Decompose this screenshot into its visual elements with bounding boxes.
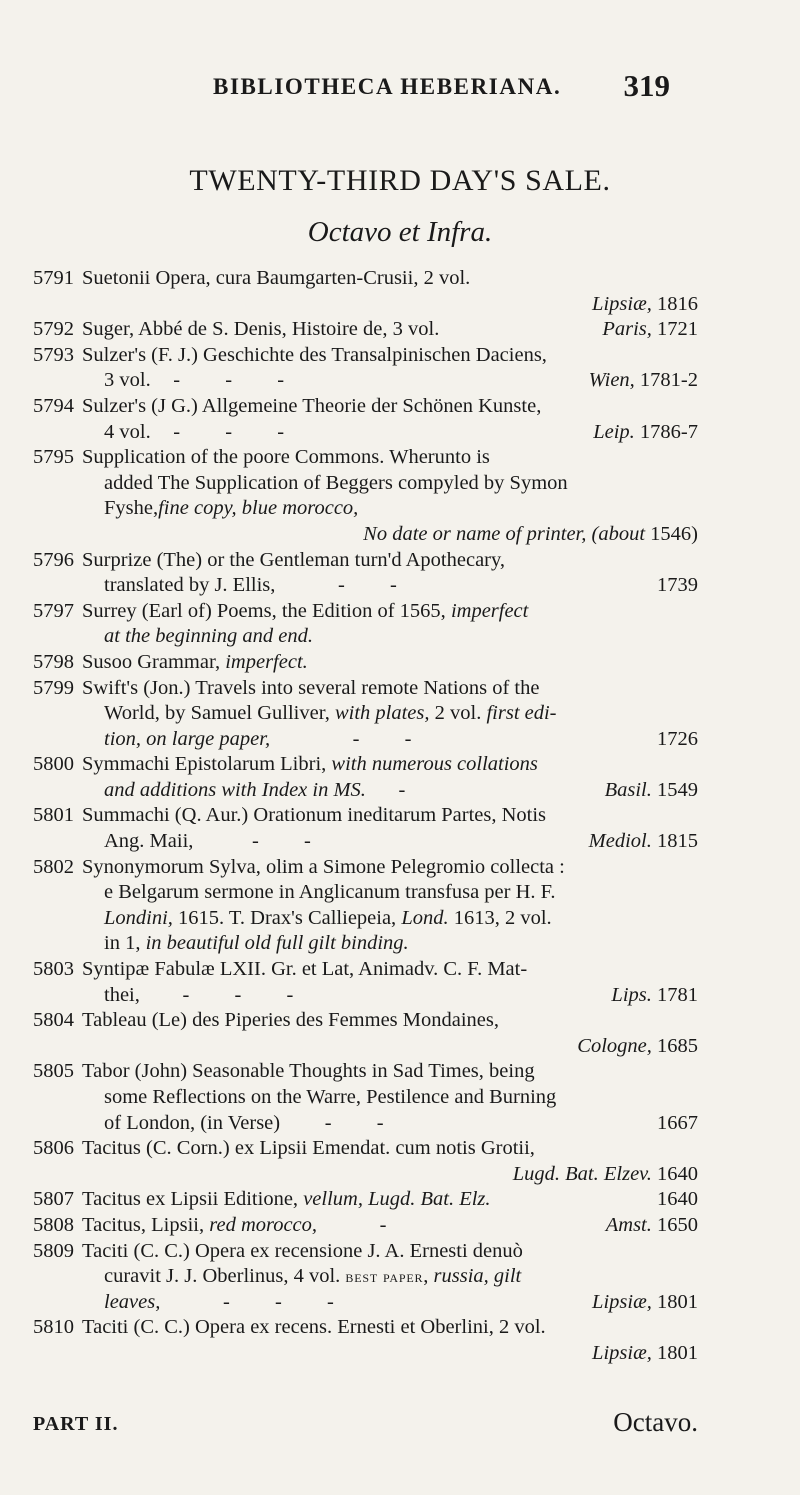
- lot-description: Tabor (John) Seasonable Thoughts in Sad Times, being: [82, 1060, 535, 1083]
- lot-entry: [0, 317, 800, 343]
- lot-description: Suger, Abbé de S. Denis, Histoire de, 3 vol.: [82, 318, 440, 341]
- lot-entry: [0, 1008, 800, 1059]
- lot-imprint: No date or name of printer, (about: [363, 522, 646, 545]
- lot-description: Tableau (Le) des Piperies des Femmes Mondaines,: [82, 1009, 499, 1032]
- lot-entry: [0, 650, 800, 676]
- lot-date: 1781: [651, 983, 698, 1006]
- lot-description: Sulzer's (J G.) Allgemeine Theorie der Schönen Kunste,: [82, 394, 542, 417]
- lot-condition: russia, gilt: [433, 1265, 522, 1288]
- lot-volumes: 3 vol.: [104, 369, 151, 392]
- lot-condition-cont: leaves,: [104, 1290, 161, 1313]
- lot-description: Suetonii Opera, cura Baumgarten-Crusii, 2 vol.: [82, 267, 471, 289]
- lot-number: 5799: [33, 676, 74, 699]
- lot-condition: with plates,: [334, 702, 430, 725]
- signature-mark: Octavo.: [613, 1407, 698, 1437]
- lot-description: Susoo Grammar,: [82, 650, 226, 673]
- lot-description: Taciti (C. C.) Opera ex recensione J. A. Ernesti denuò: [82, 1239, 523, 1262]
- lot-number: 5798: [33, 650, 74, 673]
- lot-number: 5808: [33, 1213, 74, 1236]
- sale-day-heading: TWENTY-THIRD DAY'S SALE.: [189, 164, 611, 197]
- lot-description-cont: Ang. Maii,: [104, 830, 194, 853]
- lot-imprint: Cologne,: [577, 1034, 652, 1057]
- lot-date: 1721: [651, 318, 698, 341]
- lot-condition: fine copy, blue morocco,: [158, 497, 359, 520]
- lot-entry: 5801 Summachi (Q. Aur.) Orationum ineditarum Partes, Notis Ang. Maii, - - Mediol. 1815: [33, 804, 698, 853]
- lot-imprint: Leip.: [593, 420, 635, 443]
- lot-imprint: Wien,: [588, 369, 635, 392]
- lot-imprint: Londini,: [104, 906, 173, 929]
- lot-entry: [0, 599, 800, 650]
- lot-entry: 5809 Taciti (C. C.) Opera ex recensione J. A. Ernesti denuò curavit J. J. Oberlinus, 4 vol. best paper, russia, gilt leaves, - - - Lipsiæ, 1801: [33, 1239, 698, 1313]
- lot-edition: first edi-: [486, 702, 557, 725]
- lot-imprint: Lugd. Bat. Elzev.: [512, 1162, 652, 1185]
- lot-volumes: 2 vol.: [429, 702, 487, 725]
- lot-description: Summachi (Q. Aur.) Orationum ineditarum Partes, Notis: [82, 804, 547, 827]
- lot-imprint: Lipsiæ,: [592, 1341, 652, 1364]
- lot-description: Surrey (Earl of) Poems, the Edition of 1565,: [82, 599, 451, 622]
- lot-separator: ,: [423, 1265, 434, 1288]
- lot-description-cont: 1615. T. Drax's Calliepeia,: [172, 906, 402, 929]
- lot-date: 1549: [651, 778, 698, 801]
- lot-imprint: Lond.: [401, 906, 449, 929]
- lot-entry: 5808 Tacitus, Lipsii, red morocco, - Amst. 1650: [0, 1213, 800, 1239]
- lot-entry: [0, 855, 800, 957]
- part-label: PART II.: [33, 1413, 119, 1435]
- lot-volumes: 4 vol.: [104, 420, 151, 443]
- running-head-title: BIBLIOTHECA HEBERIANA.: [213, 74, 562, 99]
- lot-description: Supplication of the poore Commons. Wherunto is: [82, 446, 490, 469]
- lot-entry: [0, 445, 800, 547]
- lot-number: 5801: [33, 804, 74, 827]
- lot-number: 5807: [33, 1188, 74, 1211]
- lot-number: 5794: [33, 394, 74, 417]
- lot-condition: vellum, Lugd. Bat. Elz.: [303, 1188, 491, 1211]
- lot-description: Taciti (C. C.) Opera ex recens. Ernesti et Oberlini, 2 vol.: [82, 1316, 546, 1339]
- lot-date: 1815: [651, 830, 698, 853]
- lot-date: 1667: [657, 1111, 698, 1134]
- lot-number: 5795: [33, 446, 74, 469]
- lot-imprint: Mediol.: [588, 830, 652, 853]
- lot-imprint: Lipsiæ,: [592, 1290, 652, 1313]
- lot-number: 5809: [33, 1239, 74, 1262]
- lot-number: 5802: [33, 855, 74, 878]
- lot-imprint: Paris,: [602, 318, 652, 341]
- lot-date: 1801: [651, 1341, 698, 1364]
- lot-condition: imperfect.: [225, 650, 308, 673]
- lot-number: 5793: [33, 343, 74, 366]
- lot-paper: best paper: [345, 1267, 424, 1287]
- lot-entry: [0, 1315, 800, 1366]
- lot-number: 5791: [33, 267, 74, 289]
- lot-date: 1781-2: [634, 369, 698, 392]
- lot-entry: [0, 1187, 800, 1213]
- lot-description-cont: thei,: [104, 983, 140, 1006]
- lot-description-cont: 1613, 2 vol.: [448, 906, 552, 929]
- lot-list: [0, 266, 800, 1367]
- running-head: [0, 68, 800, 114]
- lot-description-cont: of London, (in Verse): [104, 1111, 281, 1134]
- lot-number: 5797: [33, 599, 74, 622]
- lot-entry: 5805 Tabor (John) Seasonable Thoughts in Sad Times, being some Reflections on the Warre, Pestilence and Burning of London, (in Verse) - - 1667: [33, 1060, 698, 1134]
- lot-number: 5792: [33, 318, 74, 341]
- lot-entry: 5796 Surprize (The) or the Gentleman turn'd Apothecary, translated by J. Ellis, - - 1739: [33, 548, 698, 597]
- lot-description: Tacitus, Lipsii,: [82, 1213, 210, 1236]
- lot-description-cont: some Reflections on the Warre, Pestilence and Burning: [104, 1086, 557, 1108]
- lot-date: 1640: [657, 1188, 698, 1211]
- section-heading: Octavo et Infra.: [307, 216, 493, 248]
- lot-imprint: Lips.: [611, 983, 652, 1006]
- lot-entry: 5803 Syntipæ Fabulæ LXII. Gr. et Lat, Animadv. C. F. Mat- thei, - - - Lips. 1781: [33, 958, 698, 1006]
- lot-description-cont: curavit J. J. Oberlinus, 4 vol.: [104, 1265, 346, 1288]
- lot-imprint: Amst.: [605, 1213, 652, 1236]
- lot-condition: with numerous collations: [331, 753, 538, 776]
- lot-description: Synonymorum Sylva, olim a Simone Pelegromio collecta :: [82, 855, 565, 878]
- lot-description: Symmachi Epistolarum Libri,: [82, 753, 332, 776]
- lot-condition-cont: and additions with Index in MS.: [104, 778, 366, 801]
- lot-imprint: Basil.: [604, 778, 652, 801]
- lot-date: 1801: [651, 1290, 698, 1313]
- lot-entry: [0, 266, 800, 317]
- lot-imprint: Lipsiæ,: [592, 292, 652, 315]
- lot-description: Sulzer's (F. J.) Geschichte des Transalpinischen Daciens,: [82, 343, 547, 366]
- lot-entry: 5799 Swift's (Jon.) Travels into several remote Nations of the World, by Samuel Gulliver, with plates, 2 vol. first edi- tion, on large paper, - - 1726: [33, 676, 698, 750]
- lot-entry: [0, 1136, 800, 1187]
- lot-number: 5796: [33, 548, 74, 571]
- lot-date: 1816: [651, 292, 698, 315]
- page-footer: [0, 1407, 800, 1447]
- lot-date: 1786-7: [634, 420, 698, 443]
- lot-date: 1739: [657, 574, 698, 597]
- lot-description: Swift's (Jon.) Travels into several remote Nations of the: [82, 676, 540, 699]
- page-number: 319: [623, 68, 670, 103]
- lot-condition: red morocco,: [209, 1213, 318, 1236]
- lot-number: 5806: [33, 1137, 74, 1160]
- lot-date: 1726: [657, 727, 698, 750]
- lot-volumes: in 1,: [104, 932, 146, 955]
- lot-number: 5804: [33, 1009, 74, 1032]
- lot-number: 5803: [33, 958, 74, 981]
- lot-date: 1650: [651, 1213, 698, 1236]
- lot-description-cont: e Belgarum sermone in Anglicanum transfusa per H. F.: [104, 881, 556, 904]
- lot-description: Tacitus ex Lipsii Editione,: [82, 1188, 304, 1211]
- lot-entry: 5794 Sulzer's (J G.) Allgemeine Theorie der Schönen Kunste, 4 vol. - - - Leip. 1786-7: [33, 394, 698, 443]
- lot-date: 1546): [645, 522, 698, 545]
- lot-condition-cont: at the beginning and end.: [104, 625, 313, 648]
- lot-condition: imperfect: [450, 599, 529, 622]
- lot-number: 5810: [33, 1316, 74, 1339]
- lot-description-cont: Fyshe,: [104, 497, 159, 520]
- lot-edition-cont: tion, on large paper,: [104, 727, 271, 750]
- lot-entry: 5793 Sulzer's (F. J.) Geschichte des Transalpinischen Daciens, 3 vol. - - - Wien, 1781-2: [33, 343, 698, 392]
- lot-description: Surprize (The) or the Gentleman turn'd Apothecary,: [82, 548, 506, 571]
- lot-entry: 5800 Symmachi Epistolarum Libri, with numerous collations and additions with Index in MS. - Basil. 1549: [33, 753, 698, 801]
- lot-description: Tacitus (C. Corn.) ex Lipsii Emendat. cum notis Grotii,: [82, 1137, 535, 1160]
- lot-date: 1640: [651, 1162, 698, 1185]
- lot-condition: in beautiful old full gilt binding.: [145, 932, 409, 955]
- lot-description-cont: added The Supplication of Beggers compyled by Symon: [104, 471, 568, 494]
- lot-number: 5805: [33, 1060, 74, 1083]
- lot-description-cont: translated by J. Ellis,: [104, 574, 276, 597]
- lot-description: Syntipæ Fabulæ LXII. Gr. et Lat, Animadv. C. F. Mat-: [82, 958, 528, 981]
- lot-number: 5800: [33, 753, 74, 776]
- lot-date: 1685: [651, 1034, 698, 1057]
- lot-description-cont: World, by Samuel Gulliver,: [104, 702, 335, 725]
